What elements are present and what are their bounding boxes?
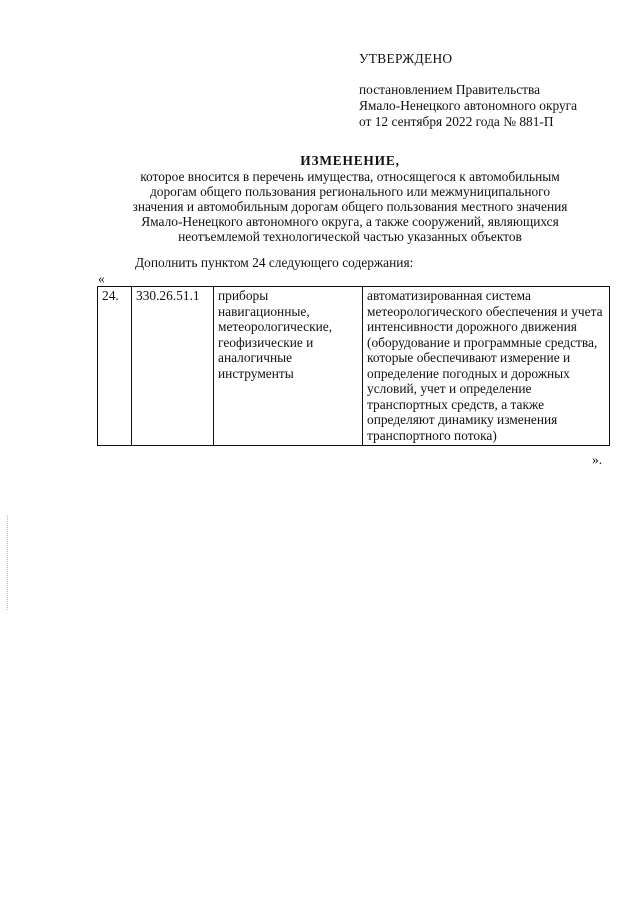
- row-code-cell: 330.26.51.1: [132, 287, 214, 446]
- table-row: [98, 287, 610, 446]
- item-table: [97, 286, 610, 446]
- row-description-cell: автоматизированная система метеорологического обеспечения и учета интенсивности дорожного движения (оборудование и программные средства, которые обеспечивают измерение и определение погодных и дорожных условий, учет и определение транспортных средств, а также определяют динамику изменения транспортного потока): [363, 287, 610, 446]
- scan-margin-dots: [7, 515, 9, 610]
- intro-paragraph: Дополнить пунктом 24 следующего содержания:: [135, 255, 414, 270]
- subtitle-line: Ямало-Ненецкого автономного округа, а также сооружений, являющихся: [141, 214, 559, 229]
- subtitle-line: значения и автомобильным дорогам общего пользования местного значения: [132, 199, 568, 214]
- subtitle-line: неотъемлемой технологической частью указанных объектов: [178, 229, 522, 244]
- row-name-cell: приборы навигационные, метеорологические, геофизические и аналогичные инструменты: [214, 287, 363, 446]
- approval-line: постановлением Правительства: [359, 82, 541, 97]
- document-subtitle: [60, 169, 640, 244]
- open-quote: «: [98, 271, 105, 286]
- approval-line: от 12 сентября 2022 года № 881-П: [359, 114, 554, 129]
- subtitle-line: которое вносится в перечень имущества, относящегося к автомобильным: [140, 169, 560, 184]
- approval-block: [359, 51, 577, 130]
- row-number-cell: 24.: [98, 287, 132, 446]
- document-title: [60, 153, 640, 244]
- document-heading: ИЗМЕНЕНИЕ,: [300, 153, 400, 168]
- subtitle-line: дорогам общего пользования регионального или межмуниципального: [149, 184, 551, 199]
- approval-stamp: УТВЕРЖДЕНО: [359, 51, 453, 66]
- approval-lines: [359, 82, 577, 130]
- approval-line: Ямало-Ненецкого автономного округа: [359, 98, 578, 113]
- close-quote: ».: [592, 452, 603, 467]
